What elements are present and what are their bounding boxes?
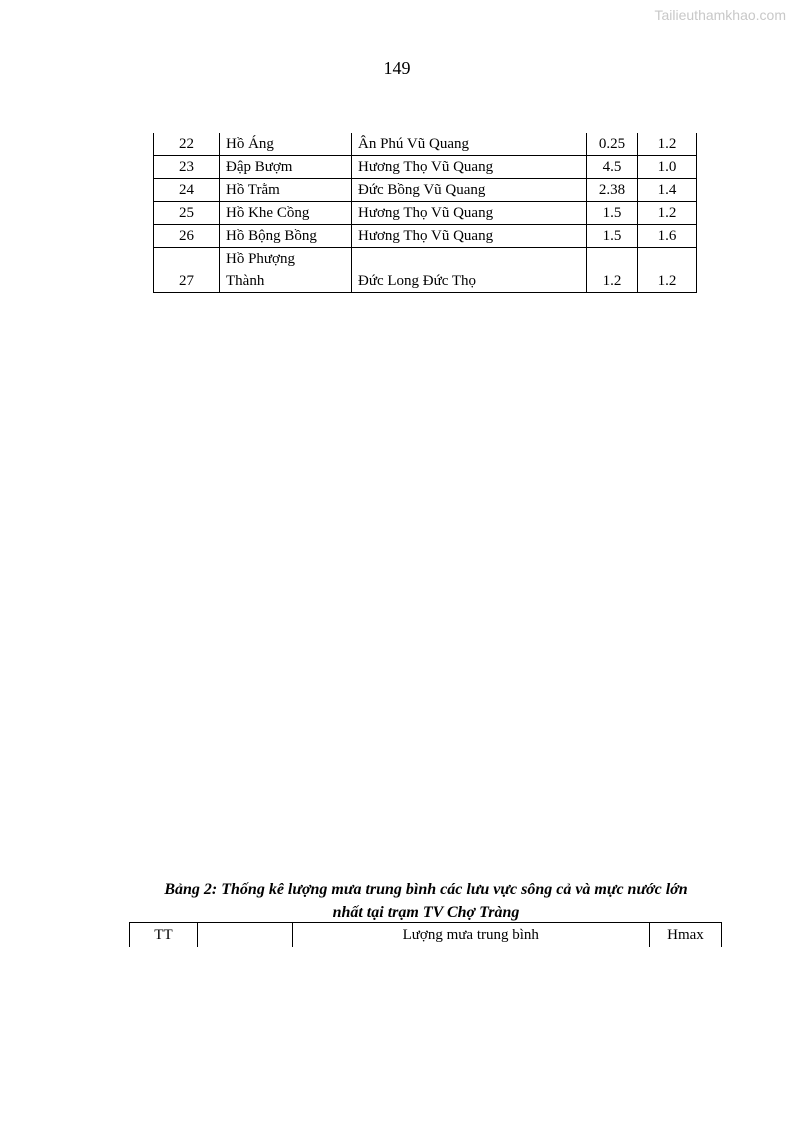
cell-value-1: 1.5 [587, 202, 638, 225]
cell-name [220, 248, 352, 293]
table-header-row [130, 923, 722, 948]
table-row [154, 133, 697, 156]
cell-location: Đức Bồng Vũ Quang [352, 179, 587, 202]
rainfall-table [129, 922, 722, 947]
cell-name: Hồ Áng [220, 133, 352, 156]
cell-value-1: 4.5 [587, 156, 638, 179]
watermark: Tailieuthamkhao.com [654, 7, 786, 23]
caption-line-2: nhất tại trạm TV Chợ Tràng [332, 904, 520, 921]
cell-location: Hương Thọ Vũ Quang [352, 225, 587, 248]
cell-name: Hồ Trằm [220, 179, 352, 202]
cell-location: Ân Phú Vũ Quang [352, 133, 587, 156]
cell-value-1: 1.5 [587, 225, 638, 248]
cell-name: Hồ Bộng Bồng [220, 225, 352, 248]
cell-tt: 26 [154, 225, 220, 248]
cell-tt: 24 [154, 179, 220, 202]
cell-location: Hương Thọ Vũ Quang [352, 202, 587, 225]
cell-value-2: 1.0 [638, 156, 697, 179]
cell-value-2: 1.6 [638, 225, 697, 248]
name-line-2: Thành [226, 273, 265, 289]
table-row [154, 202, 697, 225]
reservoir-table [153, 133, 697, 293]
cell-name: Hồ Khe Cồng [220, 202, 352, 225]
cell-value-1: 2.38 [587, 179, 638, 202]
table-row [154, 179, 697, 202]
table-row [154, 248, 697, 293]
cell-value-2: 1.2 [638, 133, 697, 156]
cell-tt: 25 [154, 202, 220, 225]
cell-location: Đức Long Đức Thọ [352, 248, 587, 293]
header-hmax: Hmax [649, 923, 721, 948]
caption-line-1: Bảng 2: Thống kê lượng mưa trung bình các lưu vực sông cả và mực nước lớn [164, 881, 688, 898]
cell-value-2: 1.2 [638, 248, 697, 293]
table-row [154, 156, 697, 179]
cell-value-1: 1.2 [587, 248, 638, 293]
header-tt: TT [130, 923, 198, 948]
cell-name: Đập Bượm [220, 156, 352, 179]
header-blank [197, 923, 292, 948]
header-rainfall: Lượng mưa trung bình [292, 923, 649, 948]
name-line-1: Hồ Phượng [226, 251, 295, 267]
cell-tt: 23 [154, 156, 220, 179]
cell-value-2: 1.2 [638, 202, 697, 225]
table-row [154, 225, 697, 248]
cell-value-1: 0.25 [587, 133, 638, 156]
cell-value-2: 1.4 [638, 179, 697, 202]
cell-tt: 22 [154, 133, 220, 156]
cell-tt: 27 [154, 248, 220, 293]
cell-location: Hương Thọ Vũ Quang [352, 156, 587, 179]
table-caption [130, 878, 722, 924]
page-number: 149 [383, 58, 411, 78]
